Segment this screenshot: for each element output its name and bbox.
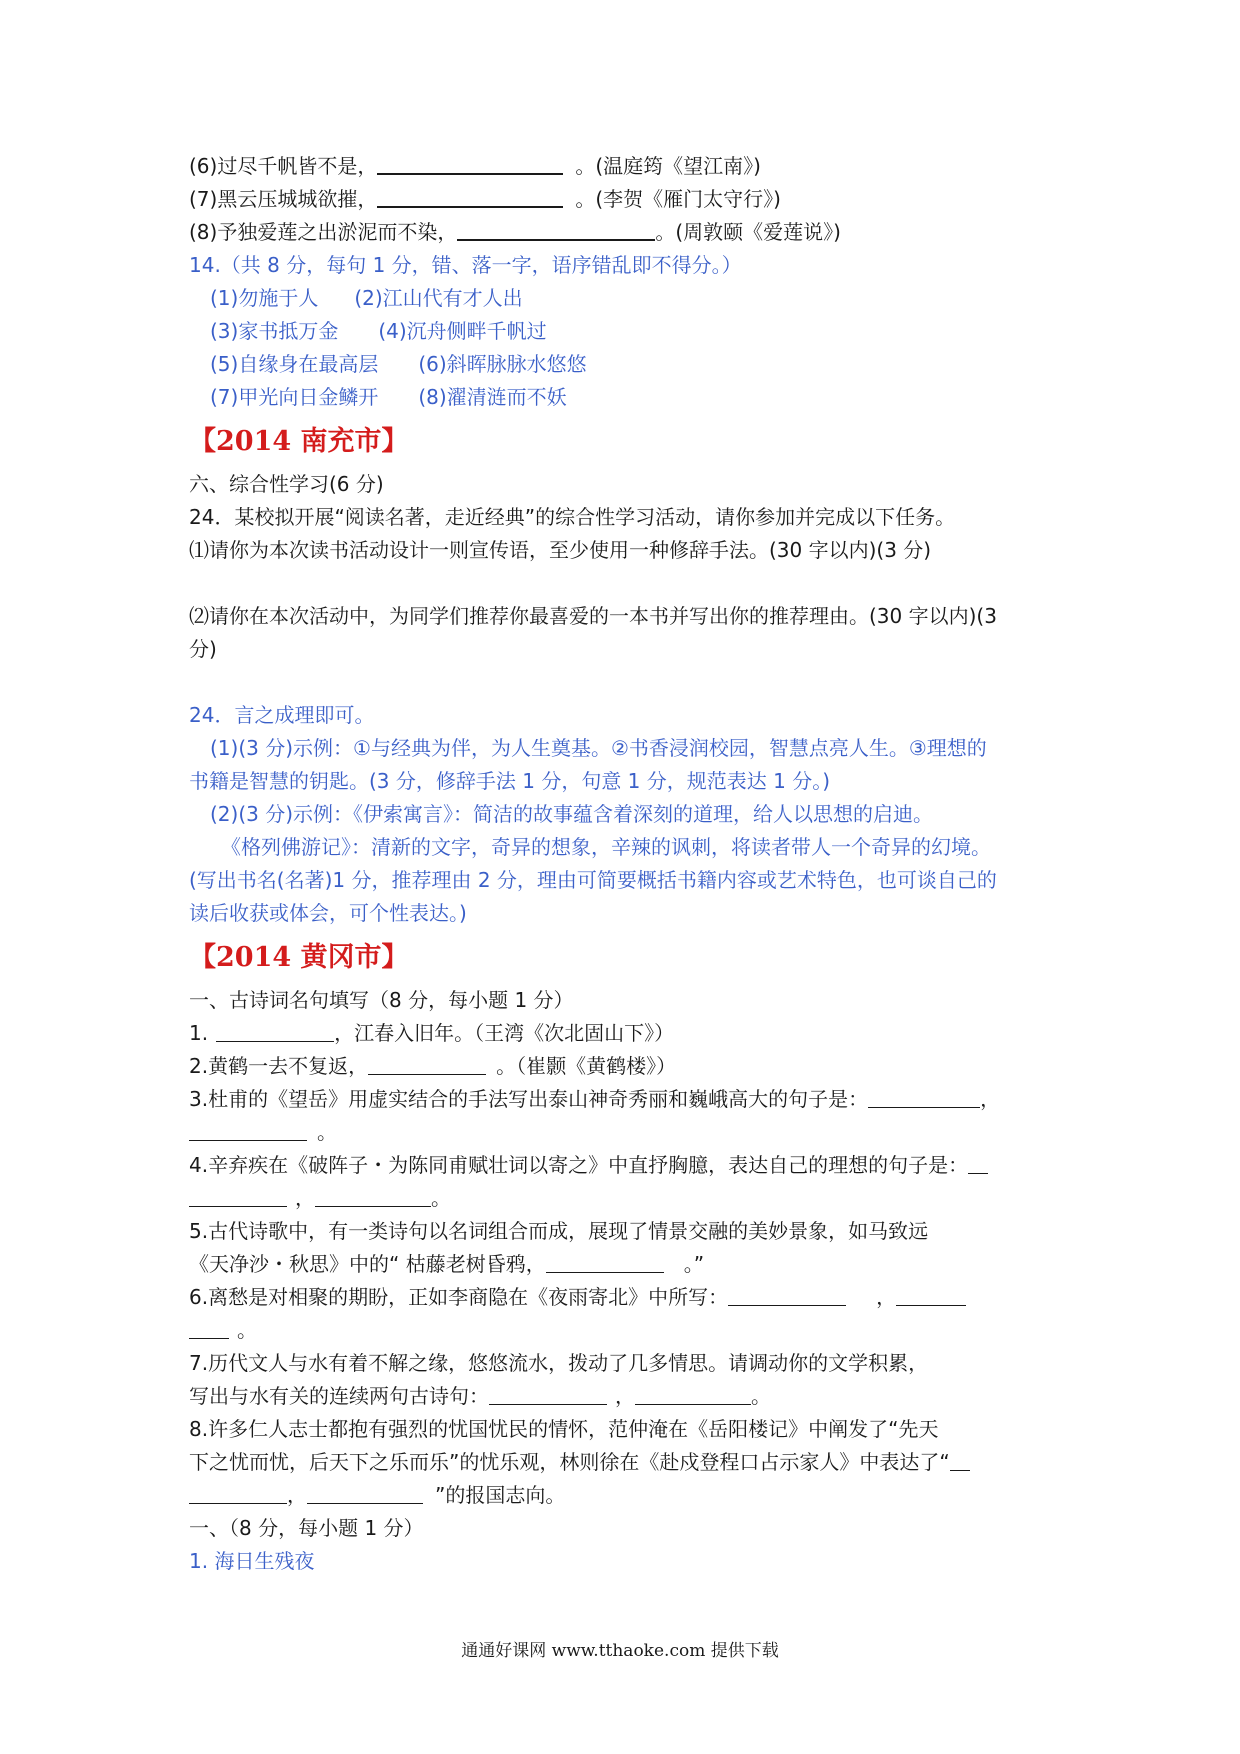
question-7-source: 。(李贺《雁门太守行》) (575, 187, 781, 211)
punctuation: 。 (431, 1186, 451, 1210)
punctuation: ， (295, 1186, 315, 1210)
question-7 (189, 183, 1069, 216)
answer-blank[interactable] (950, 1450, 970, 1471)
section-heading-nanchong: 【2014 南充市】 (189, 426, 409, 457)
answer-blank[interactable] (189, 1186, 287, 1207)
hg-answer-1: 1. 海日生残夜 (189, 1549, 315, 1573)
hg-question-4-cont (189, 1182, 1069, 1215)
section-title: 一、古诗词名句填写（8 分，每小题 1 分） (189, 988, 574, 1012)
hg-question-6-cont (189, 1314, 1069, 1347)
answer-blank[interactable] (635, 1384, 751, 1405)
answer-blank[interactable] (189, 1318, 229, 1339)
section-title: 六、综合性学习(6 分) (189, 472, 384, 496)
answer-item: (4)沉舟侧畔千帆过 (378, 319, 547, 343)
hg-question-6 (189, 1281, 1069, 1314)
answer-blank[interactable] (368, 1054, 486, 1075)
hg-question-4 (189, 1149, 1069, 1182)
question-8-source: 。(周敦颐《爱莲说》) (655, 220, 841, 244)
answer-blank[interactable] (307, 1483, 423, 1504)
hg-question-7-cont (189, 1380, 1069, 1413)
answer-blank[interactable] (189, 1483, 287, 1504)
hg-question-7-text: 写出与水有关的连续两句古诗句： (189, 1384, 489, 1408)
answer-blank[interactable] (315, 1186, 431, 1207)
hg-question-1-text: ，江春入旧年。（王湾《次北固山下》） (334, 1021, 675, 1045)
hg-question-5: 5.古代诗歌中，有一类诗句以名词组合而成，展现了情景交融的美妙景象，如马致远 (189, 1219, 929, 1243)
answer-blank[interactable] (546, 1252, 664, 1273)
hg-question-5-text: 《天净沙・秋思》中的“ 枯藤老树昏鸦， (189, 1252, 546, 1276)
punctuation: 。 (237, 1318, 257, 1342)
answer-space (189, 666, 1069, 699)
punctuation: 。” (683, 1252, 705, 1276)
hg-question-3: 3.杜甫的《望岳》用虚实结合的手法写出泰山神奇秀丽和巍峨高大的句子是： ， (189, 1087, 1001, 1111)
answer-blank[interactable] (489, 1384, 607, 1405)
question-24-2: ⑵请你在本次活动中，为同学们推荐你最喜爱的一本书并写出你的推荐理由。(30 字以内)(3 (189, 604, 997, 628)
hg-question-1 (189, 1017, 1069, 1050)
hg-question-6-text: 6.离愁是对相聚的期盼，正如李商隐在《夜雨寄北》中所写： (189, 1285, 729, 1309)
hg-question-2-source: 。（崔颢《黄鹤楼》） (496, 1054, 677, 1078)
hg-question-2-text: 2.黄鹤一去不复返， (189, 1054, 369, 1078)
hg-question-7: 7.历代文人与水有着不解之缘，悠悠流水，拨动了几多情思。请调动你的文学积累， (189, 1351, 929, 1375)
hg-answer-title: 一、（8 分，每小题 1 分） (189, 1516, 424, 1540)
answer-24-1-cont: 书籍是智慧的钥匙。(3 分，修辞手法 1 分，句意 1 分，规范表达 1 分。) (189, 769, 831, 793)
answer-14-row (189, 315, 1069, 348)
question-24: 24．某校拟开展“阅读名著，走近经典”的综合性学习活动，请你参加并完成以下任务。 (189, 505, 956, 529)
question-7-text: (7)黑云压城城欲摧， (189, 187, 378, 211)
hg-question-8-cont (189, 1446, 1069, 1479)
answer-item: (3)家书抵万金 (210, 319, 339, 343)
hg-question-8: 8.许多仁人志士都抱有强烈的忧国忧民的情怀，范仲淹在《岳阳楼记》中阐发了“先天 (189, 1417, 939, 1441)
answer-item: (1)勿施于人 (210, 286, 319, 310)
hg-question-1-num: 1. (189, 1021, 209, 1045)
hg-question-8-end: ”的报国志向。 (435, 1483, 566, 1507)
answer-14-title: 14.（共 8 分，每句 1 分，错、落一字，语序错乱即不得分。） (189, 253, 742, 277)
hg-question-4-text: 4.辛弃疾在《破阵子・为陈同甫赋壮词以寄之》中直抒胸臆，表达自己的理想的句子是： (189, 1153, 969, 1177)
answer-blank[interactable] (377, 153, 563, 175)
answer-blank[interactable] (896, 1285, 966, 1306)
answer-item: (2)江山代有才人出 (354, 286, 523, 310)
answer-24-2: (2)(3 分)示例：《伊索寓言》：简洁的故事蕴含着深刻的道理，给人以思想的启迪。 (210, 802, 934, 826)
hg-question-8-text: 下之忧而忧，后天下之乐而乐”的忧乐观，林则徐在《赴戍登程口占示家人》中表达了“ (189, 1450, 950, 1474)
question-8-text: (8)予独爱莲之出淤泥而不染， (189, 220, 458, 244)
answer-item: (8)濯清涟而不妖 (418, 385, 567, 409)
question-6 (189, 150, 1069, 183)
question-8 (189, 216, 1069, 249)
hg-question-3-text: 3.杜甫的《望岳》用虚实结合的手法写出泰山神奇秀丽和巍峨高大的句子是： (189, 1087, 869, 1111)
answer-space (189, 567, 1069, 600)
question-6-text: (6)过尽千帆皆不是， (189, 154, 378, 178)
answer-blank[interactable] (868, 1087, 980, 1108)
hg-question-5-cont (189, 1248, 1069, 1281)
answer-24-2-example: 《格列佛游记》：清新的文字，奇异的想象，辛辣的讽刺，将读者带人一个奇异的幻境。 (221, 835, 991, 859)
answer-24-1: (1)(3 分)示例：①与经典为伴，为人生奠基。②书香浸润校园，智慧点亮人生。③理想的 (210, 736, 987, 760)
answer-24-2-note: (写出书名(名著)1 分，推荐理由 2 分，理由可简要概括书籍内容或艺术特色，也可谈自己的 (189, 868, 997, 892)
page-footer: 通通好课网 www.tthaoke.com 提供下载 (461, 1641, 779, 1661)
document-page (189, 150, 1069, 1578)
hg-question-3-cont (189, 1116, 1069, 1149)
answer-blank[interactable] (728, 1285, 846, 1306)
answer-14-row (189, 282, 1069, 315)
answer-blank[interactable] (457, 219, 655, 241)
answer-blank[interactable] (216, 1021, 334, 1042)
hg-question-2 (189, 1050, 1069, 1083)
answer-blank[interactable] (968, 1153, 988, 1174)
answer-item: (6)斜晖脉脉水悠悠 (418, 352, 587, 376)
answer-24-2-note-cont: 读后收获或体会，可个性表达。) (189, 901, 467, 925)
answer-blank[interactable] (189, 1120, 307, 1141)
answer-item: (5)自缘身在最高层 (210, 352, 379, 376)
question-24-2-cont: 分) (189, 637, 217, 661)
answer-blank[interactable] (377, 186, 563, 208)
question-6-source: 。(温庭筠《望江南》) (575, 154, 761, 178)
hg-question-8-cont2 (189, 1479, 1069, 1512)
punctuation: ， (876, 1285, 897, 1309)
answer-24-title: 24．言之成理即可。 (189, 703, 375, 727)
punctuation: 。 (317, 1120, 337, 1144)
punctuation: ， (615, 1384, 635, 1408)
question-24-1: ⑴请你为本次读书活动设计一则宣传语，至少使用一种修辞手法。(30 字以内)(3 分) (189, 538, 932, 562)
punctuation: 。 (751, 1384, 771, 1408)
answer-14-row (189, 381, 1069, 414)
answer-item: (7)甲光向日金鳞开 (210, 385, 379, 409)
section-heading-huanggang: 【2014 黄冈市】 (189, 942, 409, 973)
answer-14-row (189, 348, 1069, 381)
punctuation: ， (287, 1483, 307, 1507)
